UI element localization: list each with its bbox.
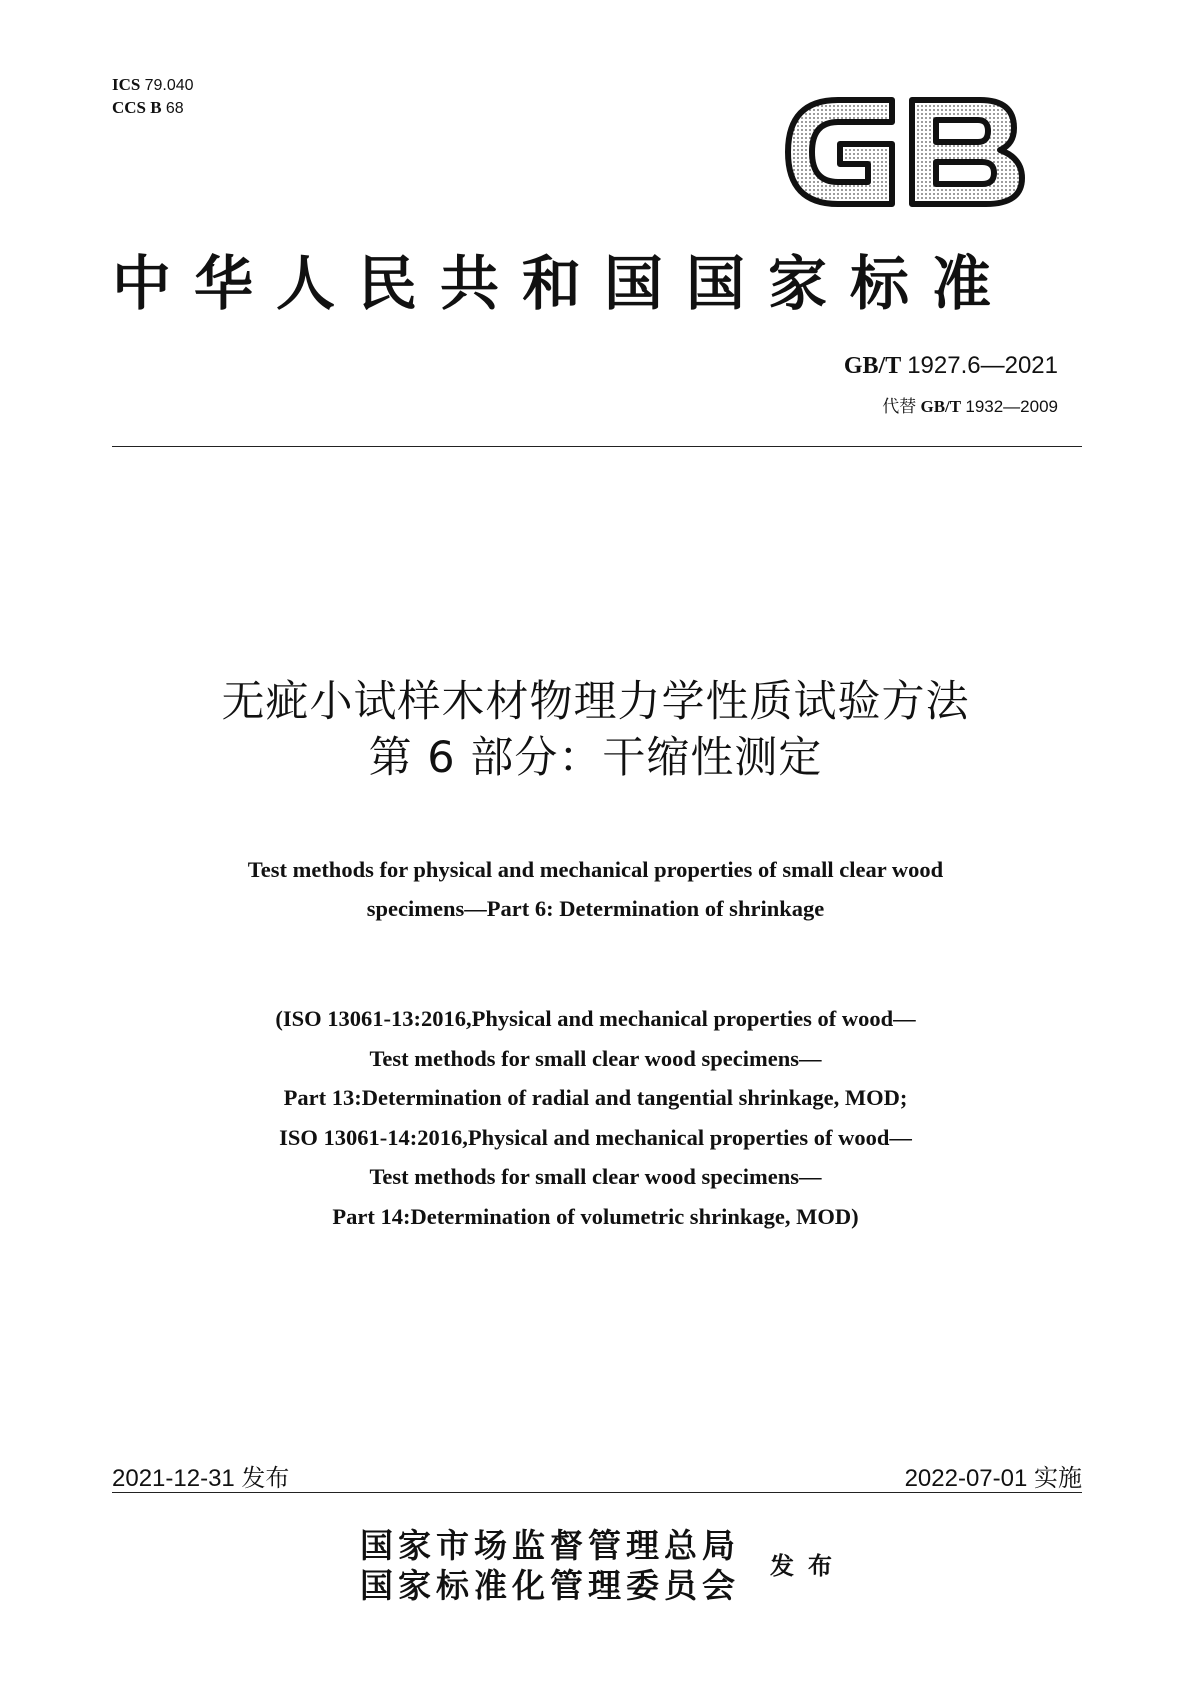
ccs-number: 68 [165, 100, 184, 117]
gb-logo [780, 92, 1028, 212]
ccs-label: CCS [112, 98, 147, 117]
footer-divider [112, 1492, 1082, 1493]
standard-code: 1927.6—2021 [907, 352, 1058, 379]
iso-reference-line: (ISO 13061-13:2016,Physical and mechanical properties of wood— [275, 1006, 916, 1031]
replaces-code: 1932—2009 [965, 397, 1058, 416]
replaces-standard [882, 392, 1058, 417]
ics-code-row [112, 74, 194, 97]
national-standard-title: 中华人民共和国国家标准 [112, 249, 1015, 318]
issue-date: 2021-12-31 发布 [112, 1465, 290, 1492]
header-divider [112, 446, 1082, 447]
chinese-title-line-2: 第 6 部分：干缩性测定 [368, 733, 823, 783]
english-title-line-1: Test methods for physical and mechanical properties of small clear wood [247, 857, 944, 882]
ccs-code-row [112, 97, 194, 120]
issuing-authorities [360, 1526, 740, 1606]
issuer-sac: 国家标准化管理委员会 [360, 1566, 740, 1605]
gb-logo-letter-g [788, 100, 892, 204]
replaces-label: 代替 [882, 397, 917, 416]
iso-reference-line: Part 14:Determination of volumetric shrinkage, MOD) [332, 1204, 859, 1229]
english-title-line-2: specimens—Part 6: Determination of shrinkage [366, 896, 825, 921]
replaces-prefix: GB/T [920, 397, 962, 416]
publish-label: 发布 [770, 1551, 846, 1580]
ccs-letter: B [150, 98, 162, 117]
ics-code: 79.040 [144, 77, 194, 94]
iso-reference-line: Part 13:Determination of radial and tangential shrinkage, MOD; [283, 1085, 908, 1110]
implementation-date: 2022-07-01 实施 [904, 1465, 1082, 1492]
chinese-title-line-1: 无疵小试样木材物理力学性质试验方法 [221, 677, 970, 727]
classification-codes [112, 74, 194, 120]
standard-number [844, 352, 1058, 380]
ics-label: ICS [112, 75, 141, 94]
iso-reference-line: Test methods for small clear wood specimens— [369, 1046, 822, 1071]
gb-logo-letter-b [912, 100, 1022, 204]
iso-reference-line: Test methods for small clear wood specimens— [369, 1164, 822, 1189]
issuer-samr: 国家市场监督管理总局 [360, 1526, 740, 1565]
iso-reference-line: ISO 13061-14:2016,Physical and mechanical properties of wood— [279, 1125, 912, 1150]
standard-prefix: GB/T [843, 353, 902, 379]
